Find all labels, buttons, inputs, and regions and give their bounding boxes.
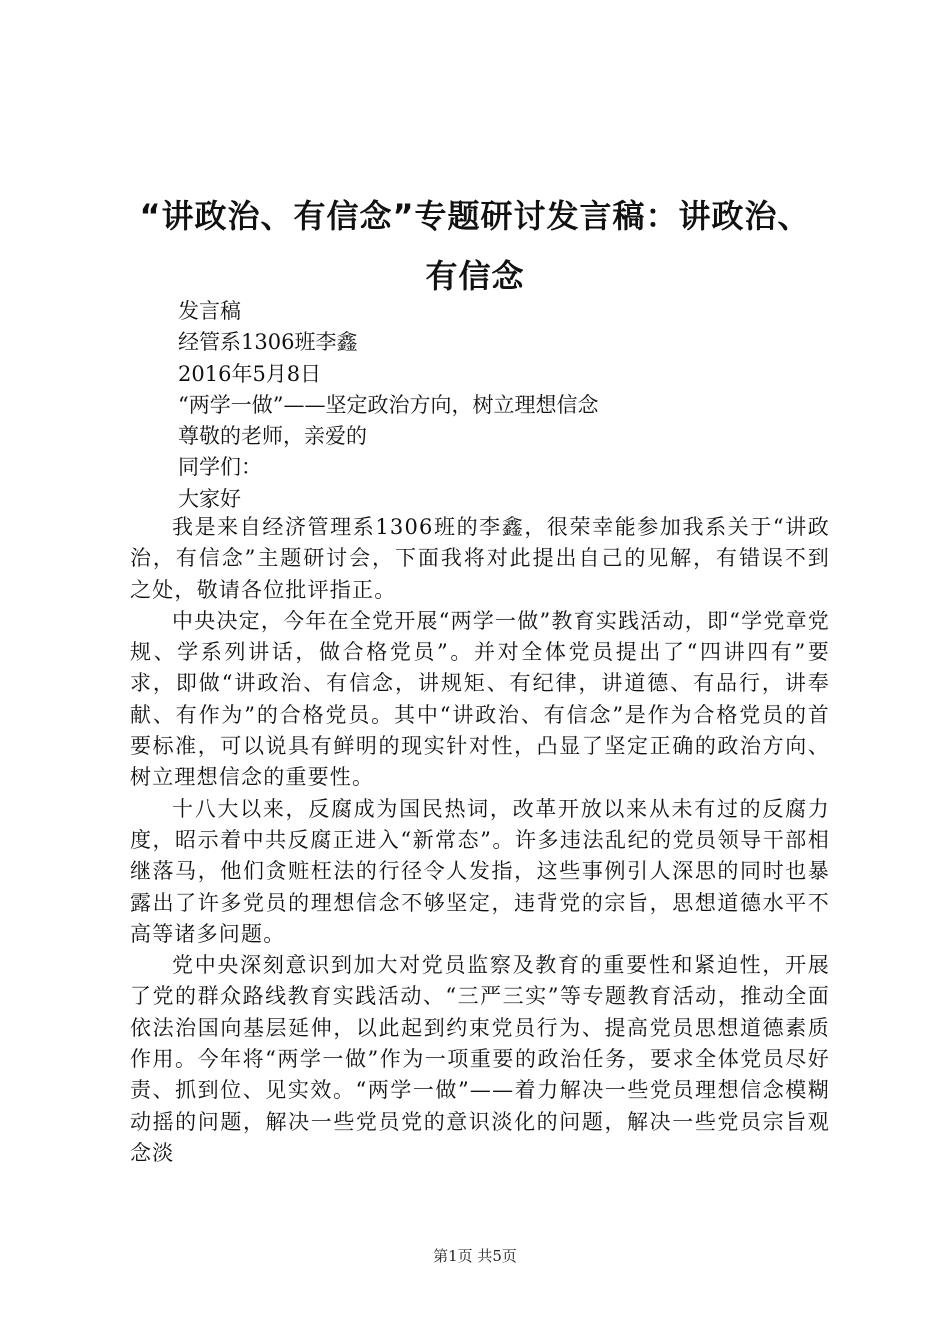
- document-body: [130, 512, 830, 1169]
- meta-line: 尊敬的老师，亲爱的: [178, 424, 367, 449]
- meta-line: 经管系1306班李鑫: [178, 330, 358, 355]
- body-paragraph: 中央决定，今年在全党开展“两学一做”教育实践活动，即“学党章党规、学系列讲话，做合格党员”。并对全体党员提出了“四讲四有”要求，即做“讲政治、有信念，讲规矩、有纪律，讲道德、有品行，讲奉献、有作为”的合格党员。其中“讲政治、有信念”是作为合格党员的首要标准，可以说具有鲜明的现实针对性，凸显了坚定正确的政治方向、树立理想信念的重要性。: [130, 608, 830, 790]
- meta-line: 大家好: [178, 486, 241, 511]
- title-line-2: 有信念: [425, 257, 525, 295]
- meta-line: 发言稿: [178, 299, 241, 323]
- body-paragraph: 我是来自经济管理系1306班的李鑫，很荣幸能参加我系关于“讲政治，有信念”主题研讨会，下面我将对此提出自己的见解，有错误不到之处，敬请各位批评指正。: [130, 515, 830, 602]
- page-footer: 第1页 共5页: [433, 1247, 517, 1265]
- title-line-1: “讲政治、有信念”专题研讨发言稿：讲政治、: [139, 197, 811, 235]
- body-paragraph: 十八大以来，反腐成为国民热词，改革开放以来从未有过的反腐力度，昭示着中共反腐正进入“新常态”。许多违法乱纪的党员领导干部相继落马，他们贪赃枉法的行径令人发指，这些事例引人深思的同时也暴露出了许多党员的理想信念不够坚定，违背党的宗旨，思想道德水平不高等诸多问题。: [130, 796, 830, 946]
- document-meta: [178, 296, 598, 515]
- document-title: [120, 186, 830, 306]
- body-paragraph: 党中央深刻意识到加大对党员监察及教育的重要性和紧迫性，开展了党的群众路线教育实践活动、“三严三实”等专题教育活动，推动全面依法治国向基层延伸，以此起到约束党员行为、提高党员思想道德素质作用。今年将“两学一做”作为一项重要的政治任务，要求全体党员尽好责、抓到位、见实效。“两学一做”——着力解决一些党员理想信念模糊动摇的问题，解决一些党员党的意识淡化的问题，解决一些党员宗旨观念淡: [130, 953, 830, 1165]
- meta-line: “两学一做”——坚定政治方向，树立理想信念: [178, 392, 599, 417]
- meta-line: 同学们：: [178, 455, 262, 480]
- meta-line: 2016年5月8日: [178, 361, 322, 386]
